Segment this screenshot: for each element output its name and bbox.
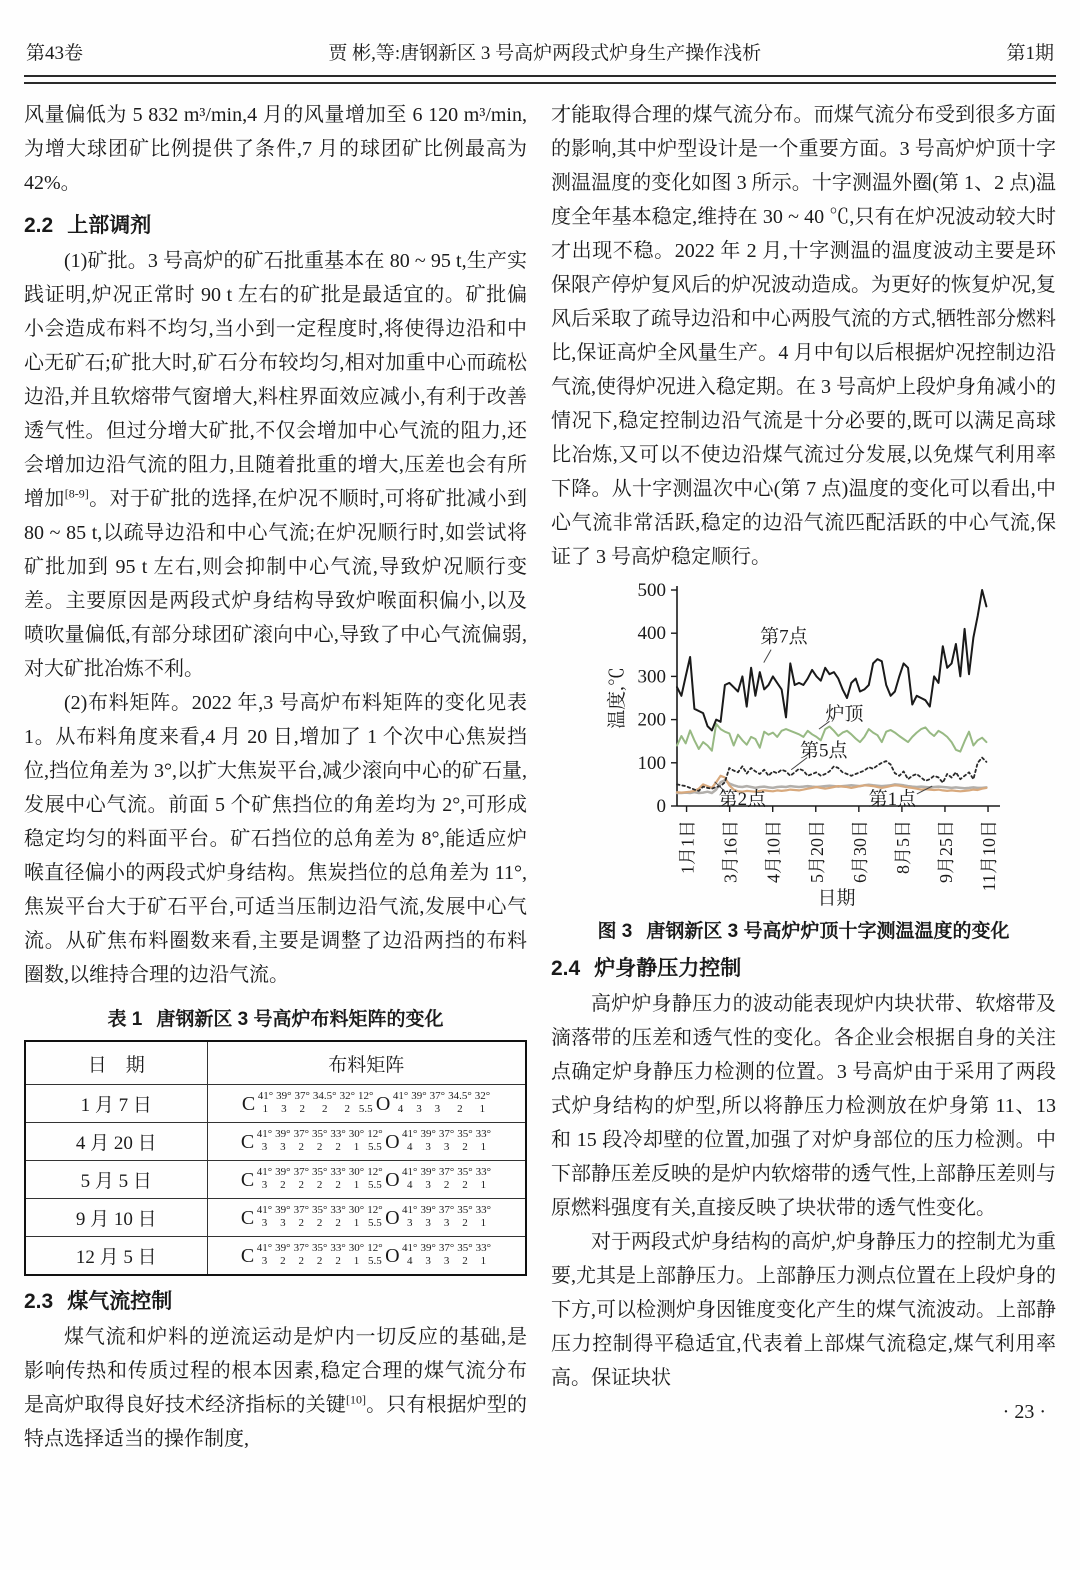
left-column: [24, 98, 527, 1456]
paragraph-ore-batch: (1)矿批。3 号高炉的矿石批重基本在 80 ~ 95 t,生产实践证明,炉况正常时 90 t 左右的矿批是最适宜的。矿批偏小会造成布料不均匀,当小到一定程度时,将使得边沿和中心无矿石;矿批大时,矿石分布较均匀,相对加重中心而疏松边沿,并且软熔带气窗增大,料柱界面效应减小,有利于改善透气性。但过分增大矿批,不仅会增加中心气流的阻力,还会增加边沿气流的阻力,且随着批重的增大,压差也会有所增加[8-9]。对于矿批的选择,在炉况不顺时,可将矿批减小到 80 ~ 85 t,以疏导边沿和中心气流;在炉况顺行时,如尝试将矿批加到 95 t 左右,则会抑制中心气流,导致炉况顺行变差。主要原因是两段式炉身结构导致炉喉面积偏小,以及喷吹量偏低,有部分球团矿滚向中心,导致了中心气流偏弱,对大矿批冶炼不利。: [24, 250, 528, 680]
svg-text:第1点: 第1点: [868, 789, 917, 811]
cell-date: 4 月 20 日: [25, 1123, 207, 1161]
cell-date: 12 月 5 日: [25, 1237, 207, 1276]
svg-text:100: 100: [637, 752, 666, 774]
table-title: 唐钢新区 3 号高炉布料矩阵的变化: [156, 1009, 444, 1030]
svg-text:温度,℃: 温度,℃: [607, 667, 628, 729]
table-header-row: [25, 1041, 526, 1085]
svg-text:500: 500: [637, 580, 666, 601]
running-title: 贾 彬,等:唐钢新区 3 号高炉两段式炉身生产操作浅析: [328, 43, 762, 64]
paragraph-wind-volume: 风量偏低为 5 832 m³/min,4 月的风量增加至 6 120 m³/min,为增大球团矿比例提供了条件,7 月的球团矿比例最高为 42%。: [24, 104, 527, 194]
paragraph-upper-static-pressure: 对于两段式炉身结构的高炉,炉身静压力的控制尤为重要,尤其是上部静压力。上部静压力测点位置在上段炉身的下方,可以检测炉身因锥度变化产生的煤气流波动。上部静压力控制得平稳适宜,代表着上部煤气流稳定,煤气利用率高。保证块状: [551, 1231, 1056, 1389]
section-heading-2-2: [24, 209, 527, 239]
svg-text:9月25日: 9月25日: [935, 820, 956, 883]
right-column: [551, 98, 1056, 1456]
cell-matrix: C 41° 3 39° 2 37° 2 35° 2 33° 2 30° 1 12° 5.5 O 41° 4 39° 3 37° 2 35° 2 33° 1: [207, 1161, 526, 1199]
section-number: 2.3: [24, 1290, 54, 1313]
table-row: [25, 1123, 526, 1161]
table-row: [25, 1237, 526, 1276]
svg-text:日期: 日期: [817, 888, 856, 909]
paragraph-gas-distribution: 才能取得合理的煤气流分布。而煤气流分布受到很多方面的影响,其中炉型设计是一个重要方面。3 号高炉炉顶十字测温温度的变化如图 3 所示。十字测温外圈(第 1、2 点)温度全年基本稳定,维持在 30 ~ 40 ℃,只有在炉况波动较大时才出现不稳。2022 年 2 月,十字测温的温度波动主要是环保限产停炉复风后的炉况波动造成。为更好的恢复炉况,复风后采取了疏导边沿和中心两股气流的方式,牺牲部分燃料比,保证高炉全风量生产。4 月中旬以后根据炉况控制边沿气流,使得炉况进入稳定期。在 3 号高炉上段炉身角减小的情况下,稳定控制边沿气流是十分必要的,既可以满足高球比冶炼,又可以不使边沿煤气流过分发展,以免煤气利用率下降。从十字测温次中心(第 7 点)温度的变化可以看出,中心气流非常活跃,稳定的边沿气流匹配活跃的中心气流,保证了 3 号高炉稳定顺行。: [551, 104, 1056, 568]
cell-date: 5 月 5 日: [25, 1161, 207, 1199]
figure-3-caption: [551, 916, 1056, 943]
page-number: · 23 ·: [1002, 1401, 1046, 1423]
section-number: 2.4: [551, 957, 581, 980]
svg-text:400: 400: [637, 623, 666, 645]
svg-text:300: 300: [637, 666, 666, 688]
table-row: [25, 1199, 526, 1237]
column-header-date: 日 期: [25, 1041, 207, 1085]
section-title: 炉身静压力控制: [594, 957, 742, 980]
table-row: [25, 1161, 526, 1199]
cell-matrix: C 41° 3 39° 2 37° 2 35° 2 33° 2 30° 1 12° 5.5 O 41° 4 39° 3 37° 3 35° 2 33° 1: [207, 1237, 526, 1276]
cell-matrix: C 41° 1 39° 3 37° 2 34.5° 2 32° 2 12° 5.5 O 41° 4 39° 3 37° 3 34.5° 2 32° 1: [207, 1085, 526, 1123]
section-title: 上部调剂: [67, 214, 152, 237]
svg-text:第5点: 第5点: [799, 740, 848, 762]
table-number: 表 1: [107, 1009, 143, 1030]
paragraph-burden-matrix: (2)布料矩阵。2022 年,3 号高炉布料矩阵的变化见表 1。从布料角度来看,4 月 20 日,增加了 1 个次中心焦炭挡位,挡位角差为 3°,以扩大焦炭平台,减少滚向中心的矿石量,发展中心气流。前面 5 个矿焦挡位的角差均为 2°,可形成稳定均匀的料面平台。矿石挡位的总角差为 8°,能适应炉喉直径偏小的两段式炉身结构。焦炭挡位的总角差为 11°,焦炭平台大于矿石平台,可适当压制边沿气流,发展中心气流。从矿焦布料圈数来看,主要是调整了边沿两挡的布料圈数,以维持合理的边沿气流。: [24, 692, 527, 986]
svg-text:1月1日: 1月1日: [677, 820, 698, 874]
figure-3-line-chart: [551, 580, 1056, 912]
two-column-body: [24, 98, 1056, 1456]
svg-text:8月5日: 8月5日: [892, 820, 913, 874]
svg-text:5月20日: 5月20日: [806, 820, 827, 883]
issue-label: 第1期: [1006, 43, 1054, 64]
svg-text:4月10日: 4月10日: [763, 820, 784, 883]
svg-text:炉顶: 炉顶: [825, 703, 864, 725]
svg-text:第2点: 第2点: [718, 789, 767, 811]
section-heading-2-3: [24, 1285, 527, 1315]
svg-text:6月30日: 6月30日: [849, 820, 870, 883]
svg-text:第7点: 第7点: [760, 626, 808, 648]
svg-text:11月10日: 11月10日: [979, 820, 1000, 892]
header-rule: [24, 75, 1056, 84]
section-title: 煤气流控制: [67, 1290, 173, 1313]
table-row: [25, 1085, 526, 1123]
paragraph-static-pressure: 高炉炉身静压力的波动能表现炉内块状带、软熔带及滴落带的压差和透气性的变化。各企业会根据自身的关注点确定炉身静压力检测的位置。3 号高炉由于采用了两段式炉身结构的炉型,所以将静压力检测放在炉身第 11、13 和 15 段冷却壁的位置,加强了对炉身部位的压力检测。中下部静压差反映的是炉内软熔带的透气性,上部静压差则与原燃料强度有关,直接反映了块状带的透气性变化。: [551, 993, 1056, 1219]
citation-10: [10]: [346, 1392, 366, 1407]
paragraph-gas-flow: 煤气流和炉料的逆流运动是炉内一切反应的基础,是影响传热和传质过程的根本因素,稳定合理的煤气流分布是高炉取得良好技术经济指标的关键[10]。只有根据炉型的特点选择适当的操作制度,: [24, 1326, 527, 1450]
svg-text:200: 200: [637, 709, 666, 731]
section-number: 2.2: [24, 214, 54, 237]
figure-number: 图 3: [597, 921, 633, 942]
page-header: [24, 38, 1056, 75]
citation-8-9: [8-9]: [64, 486, 89, 501]
svg-text:0: 0: [656, 796, 666, 817]
cell-matrix: C 41° 3 39° 3 37° 2 35° 2 33° 2 30° 1 12° 5.5 O 41° 4 39° 3 37° 3 35° 2 33° 1: [207, 1123, 526, 1161]
cell-date: 9 月 10 日: [25, 1199, 207, 1237]
table-1-caption: [24, 1004, 527, 1031]
svg-text:3月16日: 3月16日: [720, 820, 741, 883]
cell-date: 1 月 7 日: [25, 1085, 207, 1123]
section-heading-2-4: [551, 952, 1056, 982]
cell-matrix: C 41° 3 39° 3 37° 2 35° 2 33° 2 30° 1 12° 5.5 O 41° 3 39° 3 37° 3 35° 2 33° 1: [207, 1199, 526, 1237]
figure-title: 唐钢新区 3 号高炉炉顶十字测温温度的变化: [646, 921, 1010, 942]
volume-label: 第43卷: [26, 43, 84, 64]
column-header-matrix: 布料矩阵: [207, 1041, 526, 1085]
table-burden-matrix: [24, 1040, 527, 1276]
